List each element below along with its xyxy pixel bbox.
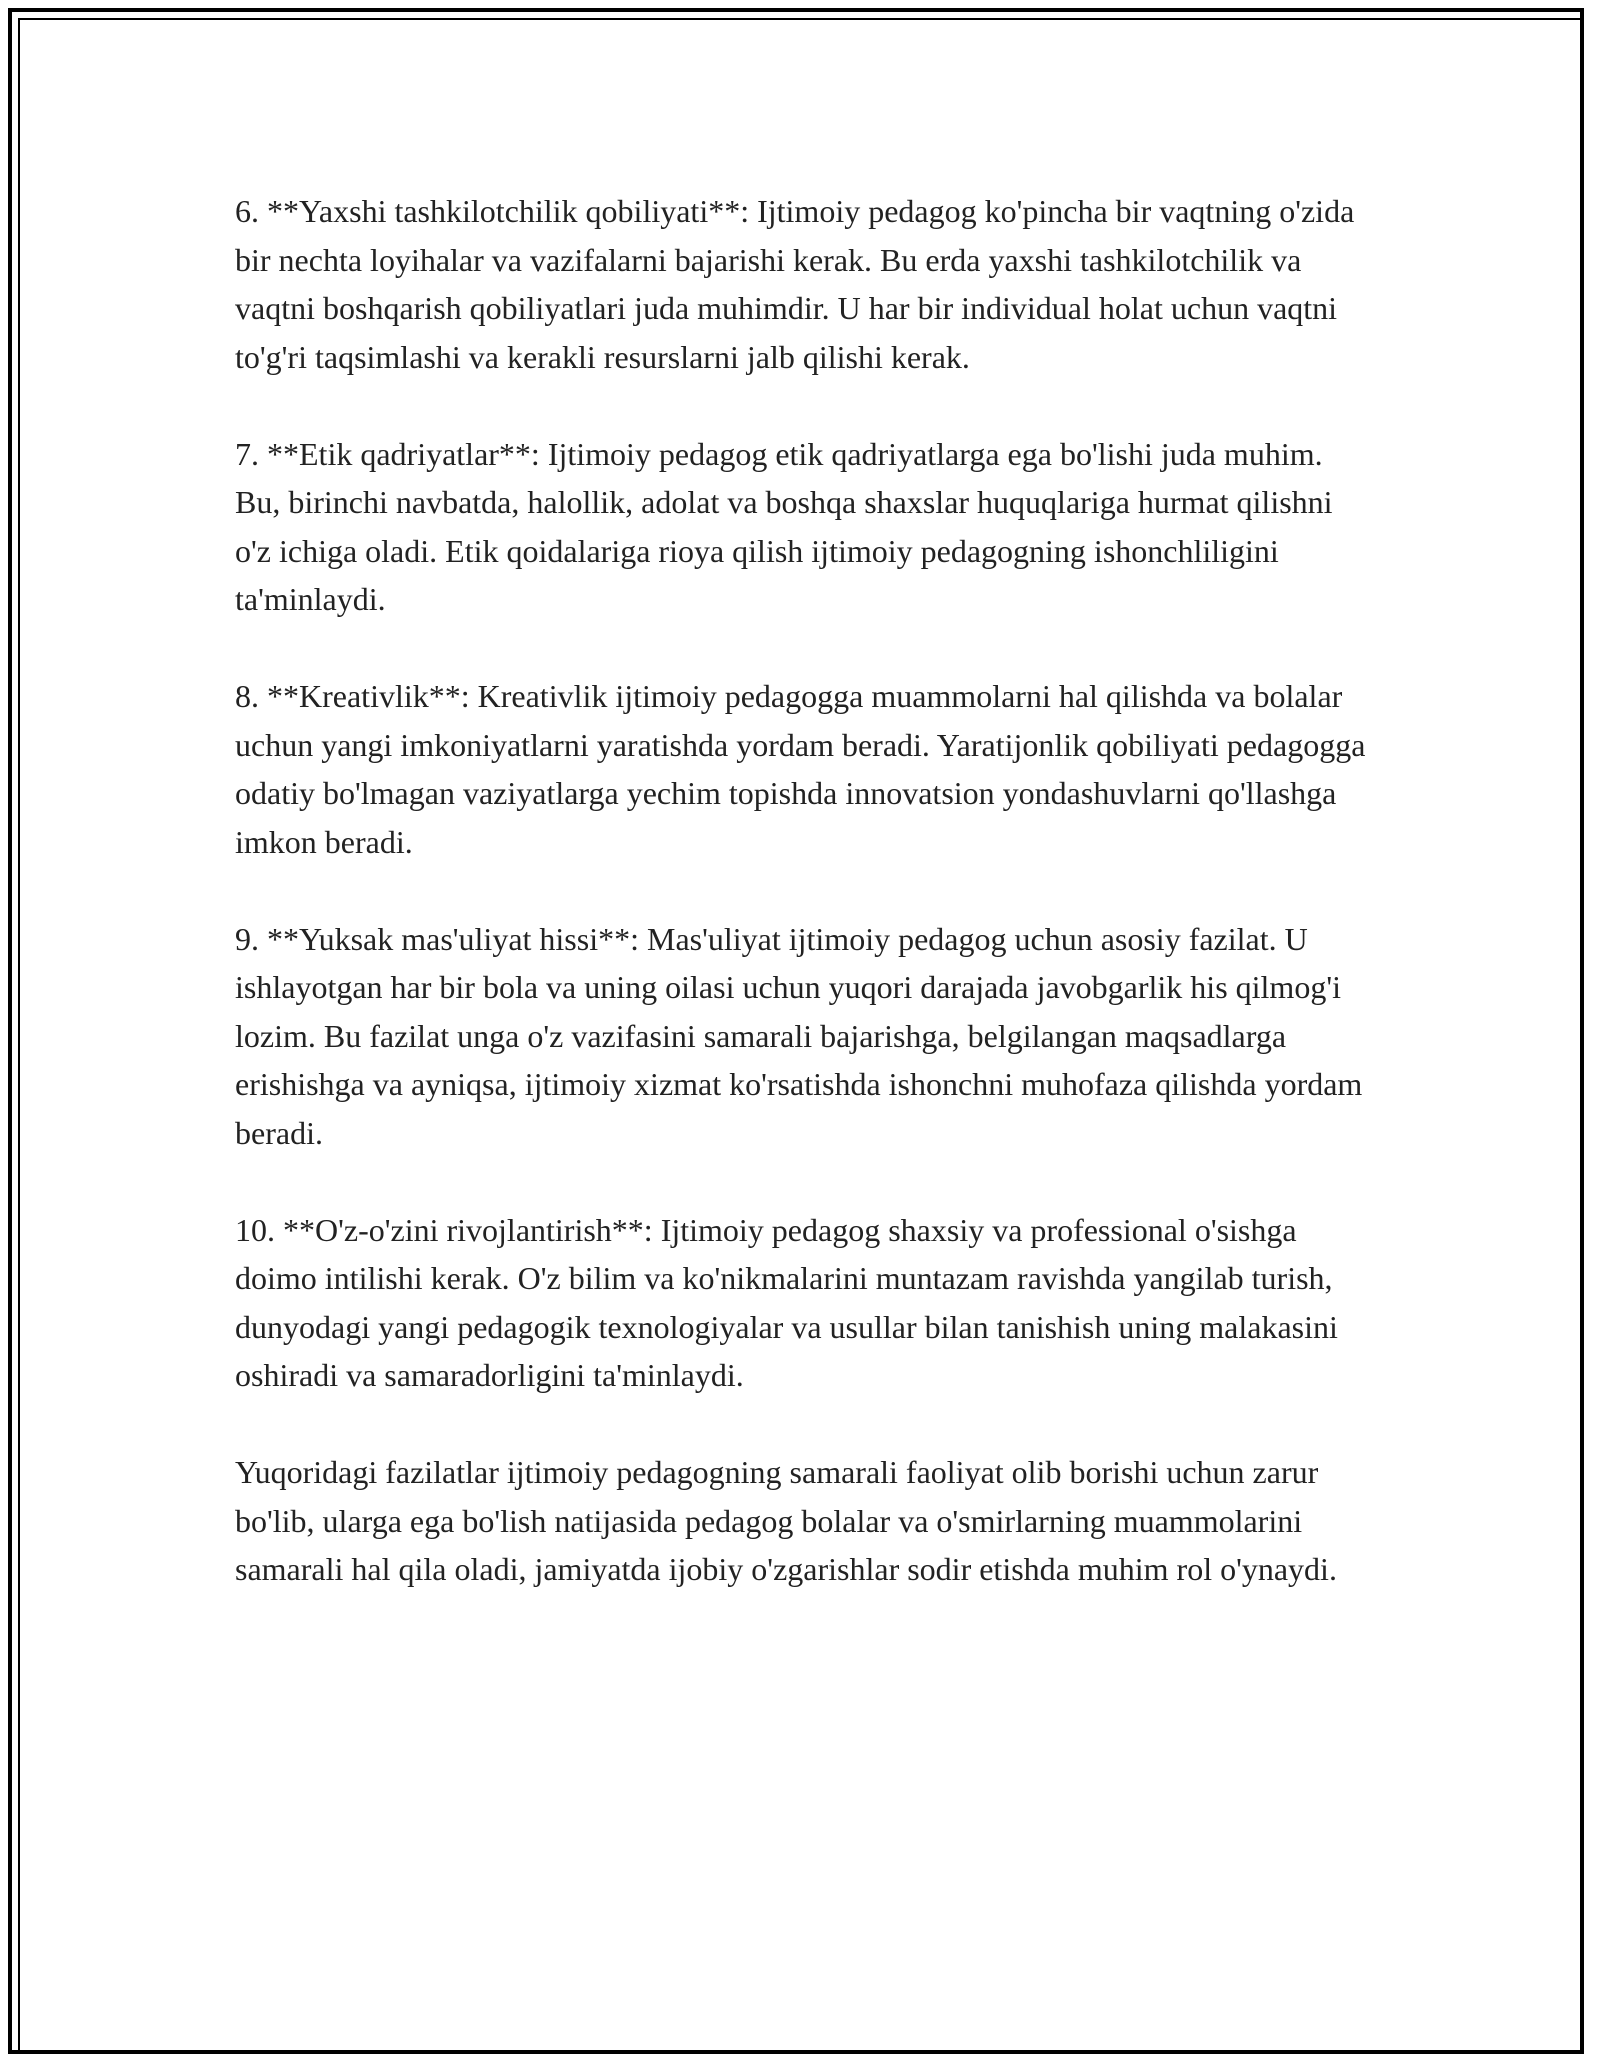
paragraph-item-7: 7. **Etik qadriyatlar**: Ijtimoiy pedagog etik qadriyatlarga ega bo'lishi juda muhim. Bu, birinchi navbatda, halollik, adolat va boshqa shaxslar huquqlariga hurmat qilishni o'z ichiga oladi. Etik qoidalariga rioya qilish ijtimoiy pedagogning ishonchliligini ta'minlaydi. xyxy=(235,435,1333,617)
paragraph-item-9: 9. **Yuksak mas'uliyat hissi**: Mas'uliyat ijtimoiy pedagog uchun asosiy fazilat. U ishlayotgan har bir bola va uning oilasi uchun yuqori darajada javobgarlik his qilmog'i lozim. Bu fazilat unga o'z vazifasini samarali bajarishga, belgilangan maqsadlarga erishishga va ayniqsa, ijtimoiy xizmat ko'rsatishda ishonchni muhofaza qilishda yordam beradi. xyxy=(235,920,1363,1151)
paragraph-conclusion: Yuqoridagi fazilatlar ijtimoiy pedagogning samarali faoliyat olib borishi uchun zarur bo'lib, ularga ega bo'lish natijasida pedagog bolalar va o'smirlarning muammolarini samarali hal qila oladi, jamiyatda ijobiy o'zgarishlar sodir etishda muhim rol o'ynaydi. xyxy=(235,1454,1337,1587)
paragraph-item-8: 8. **Kreativlik**: Kreativlik ijtimoiy pedagogga muammolarni hal qilishda va bolalar uchun yangi imkoniyatlarni yaratishda yordam beradi. Yaratijonlik qobiliyati pedagogga odatiy bo'lmagan vaziyatlarga yechim topishda innovatsion yondashuvlarni qo'llashga imkon beradi. xyxy=(235,678,1366,860)
document-body xyxy=(235,187,1370,1642)
paragraph-item-6: 6. **Yaxshi tashkilotchilik qobiliyati**: Ijtimoiy pedagog ko'pincha bir vaqtning o'zida bir nechta loyihalar va vazifalarni bajarishi kerak. Bu erda yaxshi tashkilotchilik va vaqtni boshqarish qobiliyatlari juda muhimdir. U har bir individual holat uchun vaqtni to'g'ri taqsimlashi va kerakli resurslarni jalb qilishi kerak. xyxy=(235,193,1355,375)
paragraph-item-10: 10. **O'z-o'zini rivojlantirish**: Ijtimoiy pedagog shaxsiy va professional o'sishga doimo intilishi kerak. O'z bilim va ko'nikmalarini muntazam ravishda yangilab turish, dunyodagi yangi pedagogik texnologiyalar va usullar bilan tanishish uning malakasini oshiradi va samaradorligini ta'minlaydi. xyxy=(235,1211,1338,1393)
